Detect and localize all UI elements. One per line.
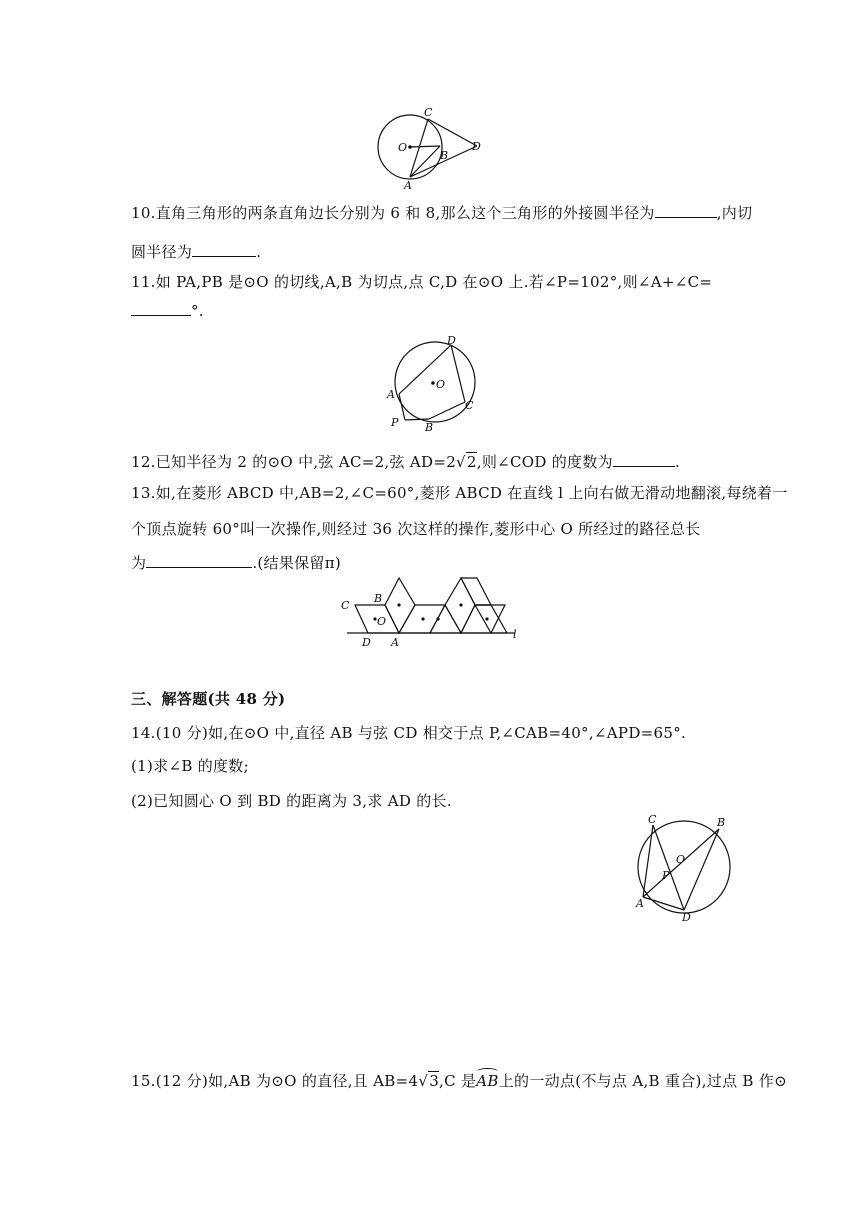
q10-text: 10.直角三角形的两条直角边长分别为 6 和 8,那么这个三角形的外接圆半径为 (131, 204, 655, 222)
q12-sqrt-sign: √ (456, 453, 466, 471)
q13-text-3a: 为 (131, 554, 147, 572)
fig11-label-o: O (436, 378, 446, 391)
fig14-label-c: C (648, 813, 657, 826)
fig13-label-c: C (341, 599, 350, 612)
fig9-label-a: A (404, 179, 412, 192)
q13-text-1: 13.如,在菱形 ABCD 中,AB=2,∠C=60°,菱形 ABCD 在直线 l 上向右做无滑动地翻滚,每绕着一 (131, 484, 788, 502)
q13-blank[interactable] (146, 553, 252, 568)
q15-sqrt-sign: √ (418, 1072, 429, 1090)
q13-line1 (131, 482, 788, 503)
fig11-label-p: P (391, 416, 399, 429)
q10-text-c: 圆半径为 (131, 243, 193, 261)
figure-q11 (385, 336, 485, 434)
q11-text: 11.如 PA,PB 是⊙O 的切线,A,B 为切点,点 C,D 在⊙O 上.若∠P=102°,则∠A+∠C= (131, 273, 713, 291)
q15-sqrt-value: 3 (429, 1072, 440, 1090)
fig9-label-d: D (472, 140, 481, 153)
fig9-label-c: C (424, 106, 433, 119)
q14-part1: (1)求∠B 的度数; (131, 757, 249, 775)
fig9-label-o: O (398, 141, 408, 154)
q10-line1 (131, 202, 752, 223)
q12-blank[interactable] (613, 452, 675, 467)
q13-line3 (131, 552, 341, 573)
fig11-label-b: B (425, 421, 434, 434)
q11-line2 (131, 301, 204, 320)
q11-text-b: °. (191, 302, 204, 320)
q13-line2 (131, 518, 701, 539)
fig14-label-b: B (717, 816, 726, 829)
q12-text-c: . (674, 453, 681, 471)
q13-text-3b: .(结果保留π) (252, 554, 342, 572)
figure-q14 (628, 815, 738, 927)
q14-stem: 14.(10 分)如,在⊙O 中,直径 AB 与弦 CD 相交于点 P,∠CAB=40°,∠APD=65°. (131, 724, 687, 742)
q11-line1 (131, 271, 712, 292)
fig9-label-b: B (440, 149, 449, 162)
q10-blank-1[interactable] (655, 203, 717, 218)
fig13-label-d: D (362, 636, 371, 649)
section-3-title: 三、解答题(共 48 分) (131, 690, 286, 708)
q10-blank-2[interactable] (192, 242, 256, 257)
fig14-label-d: D (682, 911, 691, 924)
q10-text-b: ,内切 (716, 204, 753, 222)
q13-text-2: 个顶点旋转 60°叫一次操作,则经过 36 次这样的操作,菱形中心 O 所经过的路径总长 (131, 520, 701, 538)
q15-text-b: ,C 是 (439, 1072, 477, 1090)
q12-line (131, 451, 680, 472)
q10-line2 (131, 241, 261, 262)
figure-q9 (370, 102, 490, 194)
q10-text-d: . (256, 243, 262, 261)
fig13-label-a: A (391, 636, 399, 649)
fig11-label-c: C (465, 399, 474, 412)
q11-blank[interactable] (131, 301, 191, 316)
q14-part2: (2)已知圆心 O 到 BD 的距离为 3,求 AD 的长. (131, 792, 452, 810)
q15-text: 15.(12 分)如,AB 为⊙O 的直径,且 AB=4 (131, 1072, 419, 1090)
q12-text: 12.已知半径为 2 的⊙O 中,弦 AC=2,弦 AD=2 (131, 453, 457, 471)
figure-q13 (335, 570, 535, 650)
q12-text-b: ,则∠COD 的度数为 (476, 453, 613, 471)
fig14-label-a: A (636, 897, 644, 910)
fig14-label-p: P (662, 869, 670, 882)
q15-arc-label: AB (476, 1072, 499, 1090)
fig14-label-o: O (676, 853, 686, 866)
q15-line (131, 1070, 787, 1091)
fig13-label-l: l (513, 628, 517, 641)
fig13-label-o: O (377, 615, 387, 628)
fig11-label-a: A (387, 388, 395, 401)
q15-text-c: 上的一动点(不与点 A,B 重合),过点 B 作⊙ (498, 1072, 787, 1090)
fig13-label-b: B (374, 592, 383, 605)
fig11-label-d: D (447, 334, 456, 347)
q12-sqrt-value: 2 (466, 453, 477, 471)
